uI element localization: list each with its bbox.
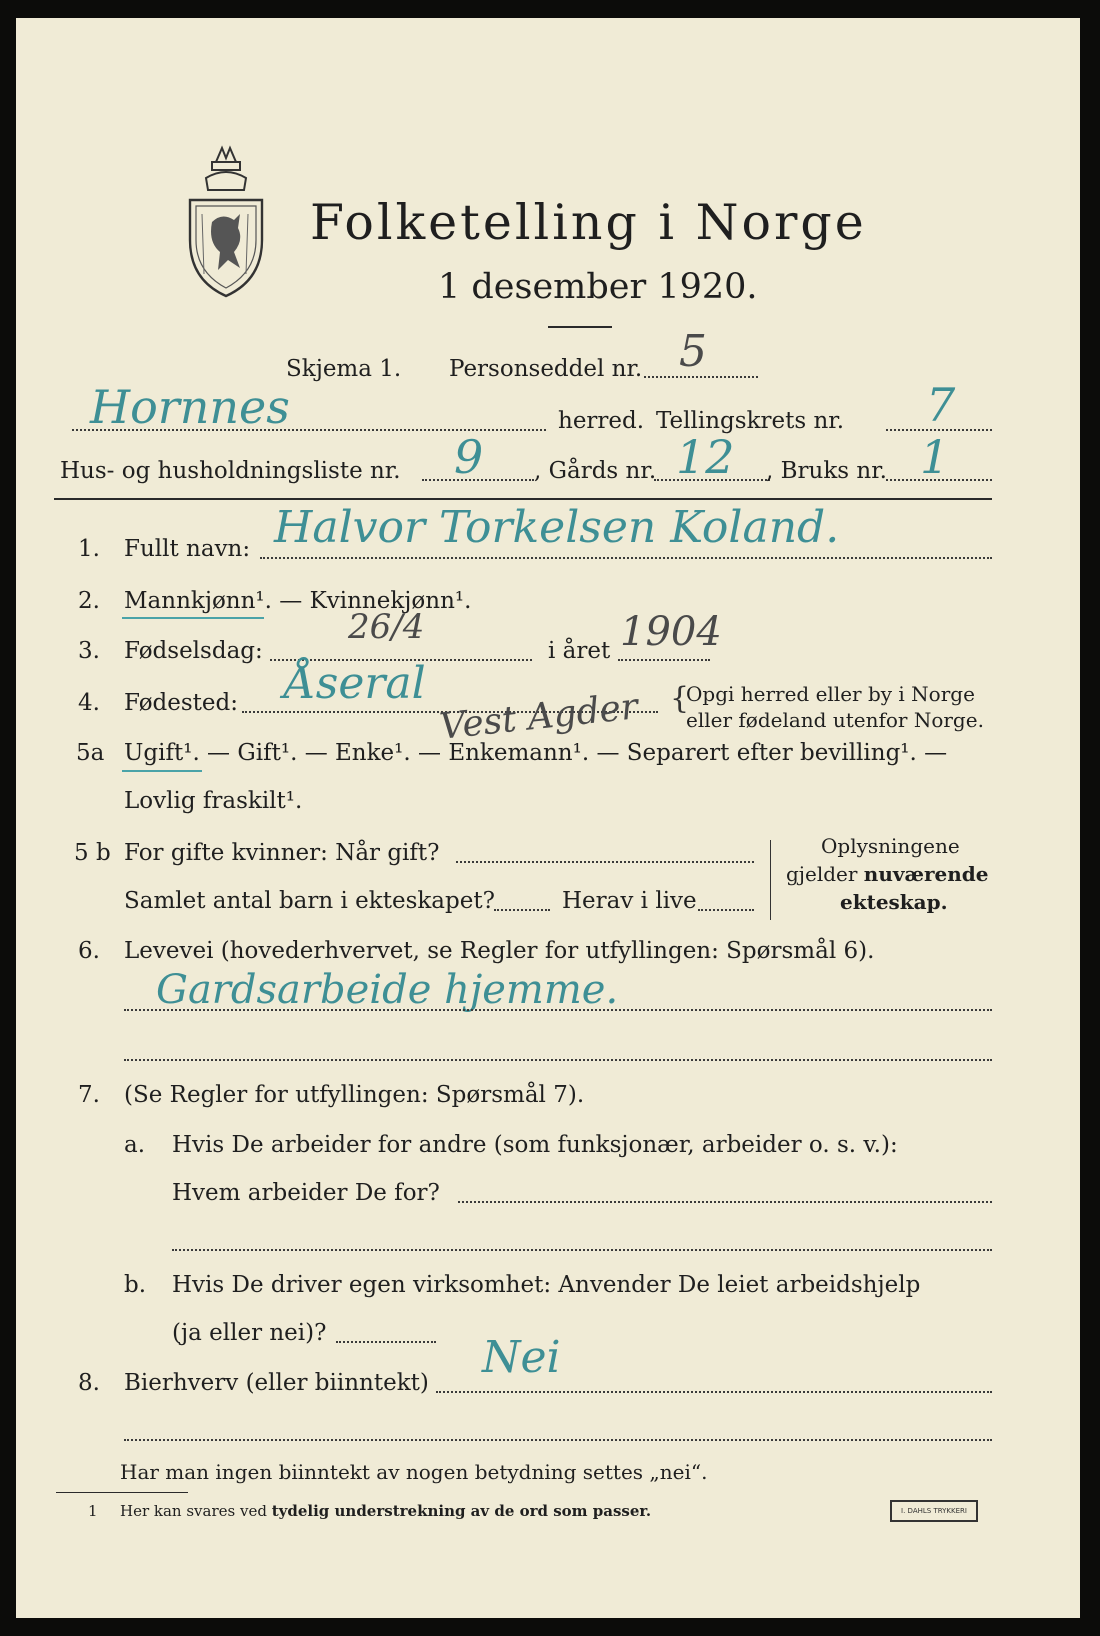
birthplace-county-value[interactable]: Vest Agder (437, 686, 640, 748)
birthplace-value[interactable]: Åseral (284, 658, 426, 709)
form-title: Folketelling i Norge (310, 194, 867, 251)
q7b-line (336, 1341, 436, 1343)
norwegian-coat-of-arms-icon (182, 144, 270, 300)
q6-line2 (124, 1059, 992, 1061)
footer-note: Har man ingen biinntekt av nogen betydning settes „nei“. (120, 1460, 708, 1484)
q5a-number: 5a (76, 740, 105, 766)
q2-number: 2. (78, 588, 100, 614)
q5a-line1: Ugift¹. — Gift¹. — Enke¹. — Enkemann¹. — Separert efter bevilling¹. — (124, 740, 948, 766)
q5b-note-line2a: gjelder (786, 862, 864, 886)
q7-number: 7. (78, 1082, 100, 1108)
q5b-alive-line (698, 909, 754, 911)
q7a-letter: a. (124, 1132, 146, 1158)
q8-line1 (436, 1391, 992, 1393)
q4-number: 4. (78, 690, 100, 716)
q1-number: 1. (78, 536, 100, 562)
gaards-label: , Gårds nr. (534, 458, 657, 484)
q5b-line1: For gifte kvinner: Når gift? (124, 840, 440, 866)
tellingskrets-label: Tellingskrets nr. (656, 408, 845, 434)
personseddel-value[interactable]: 5 (679, 326, 707, 377)
q6-number: 6. (78, 938, 100, 964)
q1-line (260, 557, 992, 559)
q7a-line2: Hvem arbeider De for? (172, 1180, 440, 1206)
footnote-text-a: Her kan svares ved (120, 1502, 272, 1520)
q7a-line (458, 1201, 992, 1203)
q6-line1 (124, 1009, 992, 1011)
gaards-value[interactable]: 12 (676, 430, 735, 484)
full-name-value[interactable]: Halvor Torkelsen Koland. (274, 502, 840, 553)
hus-value[interactable]: 9 (454, 430, 484, 484)
q5b-note-line2 (786, 864, 989, 884)
census-form (16, 18, 1080, 1618)
q6-label: Levevei (hovederhvervet, se Regler for utfyllingen: Spørsmål 6). (124, 938, 875, 964)
ugift-underline (122, 770, 202, 772)
occupation-value[interactable]: Gardsarbeide hjemme. (156, 967, 619, 1013)
q5b-note-bracket (770, 840, 771, 920)
footnote-text-b: tydelig understrekning av de ord som passer. (271, 1502, 652, 1520)
q1-label: Fullt navn: (124, 536, 251, 562)
q2-label: Mannkjønn¹. — Kvinnekjønn¹. (124, 588, 472, 614)
q8-label: Bierhverv (eller biinntekt) (124, 1370, 429, 1396)
q5b-married-line (456, 861, 754, 863)
q4-note-line2: eller fødeland utenfor Norge. (686, 708, 984, 732)
q5b-note-line3: ekteskap. (840, 890, 948, 914)
tellingskrets-value[interactable]: 7 (926, 378, 956, 432)
q7b-line1: Hvis De driver egen virksomhet: Anvender De leiet arbeidshjelp (172, 1272, 921, 1298)
side-income-value[interactable]: Nei (482, 1332, 561, 1383)
q7a-line2-dots (172, 1249, 992, 1251)
footnote-text (120, 1504, 651, 1519)
census-date: 1 desember 1920. (438, 267, 758, 307)
q7a-line1: Hvis De arbeider for andre (som funksjonær, arbeider o. s. v.): (172, 1132, 898, 1158)
q4-note-line1: Opgi herred eller by i Norge (686, 682, 975, 706)
q4-label: Fødested: (124, 690, 239, 716)
footnote-divider (56, 1492, 188, 1493)
q3-number: 3. (78, 638, 100, 664)
bruks-label: , Bruks nr. (766, 458, 887, 484)
hus-label: Hus- og husholdningsliste nr. (60, 458, 401, 484)
q5b-note-line1: Oplysningene (821, 834, 960, 858)
q3-label: Fødselsdag: (124, 638, 263, 664)
birth-year-value[interactable]: 1904 (620, 609, 722, 655)
q7-label: (Se Regler for utfyllingen: Spørsmål 7). (124, 1082, 585, 1108)
header-divider (54, 498, 992, 500)
personseddel-label: Personseddel nr. (449, 356, 643, 382)
herred-value[interactable]: Hornnes (90, 380, 290, 434)
q4-note-brace: { (670, 681, 690, 716)
q5b-line2b: Herav i live (562, 888, 697, 914)
q5b-number: 5 b (74, 840, 111, 866)
q8-line2 (124, 1439, 992, 1441)
printer-stamp: I. DAHLS TRYKKERI (890, 1500, 978, 1522)
q5b-note-line2b: nuværende (863, 862, 989, 886)
birth-day-value[interactable]: 26/4 (348, 607, 425, 647)
bruks-value[interactable]: 1 (920, 430, 950, 484)
q5b-line2: Samlet antal barn i ekteskapet? (124, 888, 495, 914)
q3-year-line (618, 659, 710, 661)
skjema-label: Skjema 1. (286, 356, 402, 382)
q5b-children-line (494, 909, 550, 911)
q7b-letter: b. (124, 1272, 147, 1298)
title-divider (548, 326, 612, 328)
herred-label: herred. (558, 408, 645, 434)
q5a-line2: Lovlig fraskilt¹. (124, 788, 303, 814)
q7b-line2: (ja eller nei)? (172, 1320, 327, 1346)
footnote-mark: 1 (88, 1502, 98, 1520)
q8-number: 8. (78, 1370, 100, 1396)
q3-year-label: i året (548, 638, 611, 664)
mannkjonn-underline (122, 617, 264, 619)
